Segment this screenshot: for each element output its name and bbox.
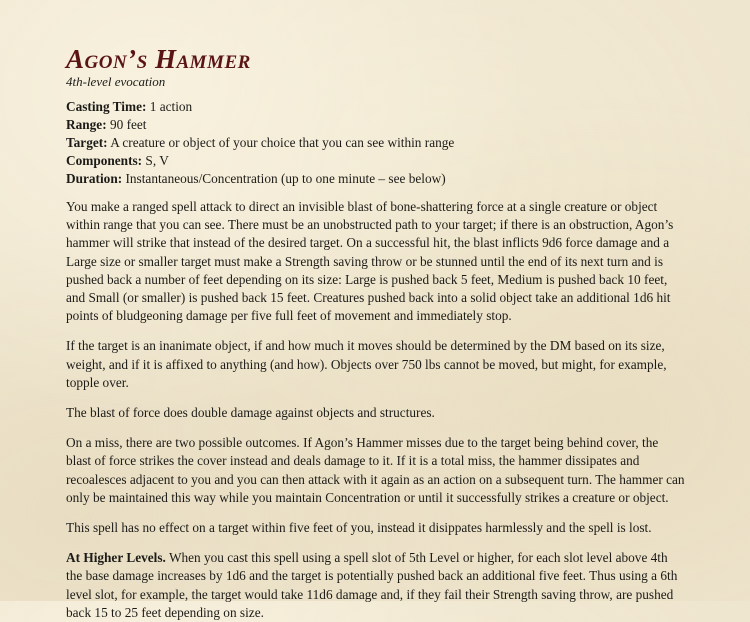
duration-value: Instantaneous/Concentration (up to one minute – see below) — [125, 171, 446, 186]
description-paragraph: This spell has no effect on a target within five feet of you, instead it disippates harmlessly and the spell is lost. — [66, 520, 652, 536]
description-paragraph: The blast of force does double damage against objects and structures. — [66, 405, 435, 421]
components-label: Components: — [66, 153, 143, 168]
description-paragraph: You make a ranged spell attack to direct an invisible blast of bone-shattering force at a single creature or object within range that you can see. There must be an unobstructed path to your target; if there is an obstruction, Agon’s hammer will strike that instead of the desired target. On a successful hit, the blast inflicts 9d6 force damage and a Large size or smaller target must make a Strength saving throw or be stunned until the end of its next turn and is pushed back a number of feet depending on its size: Large is pushed back 5 feet, Medium is pushed back 10 feet, and Small (or smaller) is pushed back 15 feet. Creatures pushed back into a solid object take an additional 1d6 hit points of bludgeoning damage per five full feet of movement and immediately stop. — [66, 199, 674, 324]
range-label: Range: — [66, 117, 107, 132]
target-value: A creature or object of your choice that you can see within range — [110, 135, 455, 150]
description-paragraph: If the target is an inanimate object, if and how much it moves should be determined by the DM based on its size, weight, and if it is affixed to anything (and how). Objects over 750 lbs cannot be moved, but might, for example, topple over. — [66, 338, 667, 390]
higher-levels-text: When you cast this spell using a spell slot of 5th Level or higher, for each slot level above 4th the base damage increases by 1d6 and the target is potentially pushed back an additional five feet. Thus using a 6th level slot, for example, the target would take 11d6 damage and, if they fail their Strength saving throw, are pushed back 15 to 25 feet depending on size. — [66, 550, 678, 620]
target-label: Target: — [66, 135, 108, 150]
components-line — [66, 152, 686, 170]
target-line — [66, 134, 686, 152]
range-line — [66, 116, 686, 134]
components-value: S, V — [145, 153, 169, 168]
description-paragraph: On a miss, there are two possible outcomes. If Agon’s Hammer misses due to the target being behind cover, the blast of force strikes the cover instead and deals damage to it. If it is a total miss, the hammer dissipates and recoalesces adjacent to you and you can then attack with it again as an action on a subsequent turn. The hammer can only be maintained this way while you maintain Concentration or until it successfully strikes a creature or object. — [66, 435, 685, 505]
higher-levels-label: At Higher Levels. — [66, 550, 166, 566]
range-value: 90 feet — [109, 117, 147, 132]
casting-time-value: 1 action — [149, 99, 193, 114]
casting-time-label: Casting Time: — [66, 99, 147, 114]
spell-description — [66, 198, 686, 622]
duration-line — [66, 170, 686, 188]
casting-time-line — [66, 98, 686, 116]
duration-label: Duration: — [66, 171, 123, 186]
spell-title: Agon’s Hammer — [66, 44, 251, 74]
spell-school: 4th-level evocation — [66, 74, 166, 89]
higher-levels-paragraph — [66, 549, 686, 622]
